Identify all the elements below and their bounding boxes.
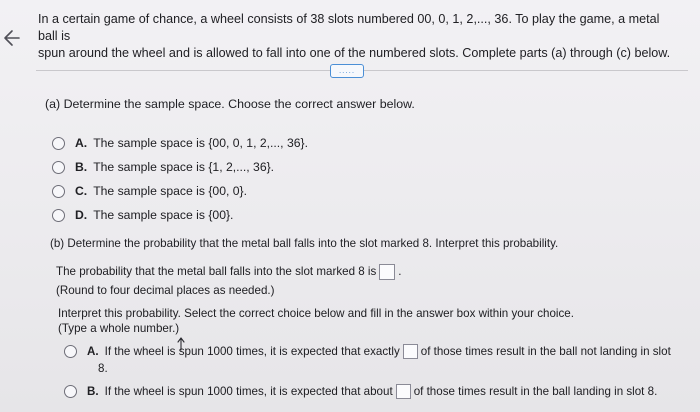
part-a-option-a[interactable] xyxy=(52,135,308,151)
radio-button[interactable] xyxy=(64,385,77,398)
part-a-option-c[interactable] xyxy=(52,183,247,199)
choice-text-before: If the wheel is spun 1000 times, it is expected that about xyxy=(104,385,393,398)
question-line-2: spun around the wheel and is allowed to fall into one of the numbered slots. Complete parts (a) through (c) below. xyxy=(38,46,671,60)
choice-text-after: of those times result in the ball not landing in slot xyxy=(420,345,671,358)
choice-a-wrap-text: 8. xyxy=(98,362,108,375)
option-letter: C. xyxy=(75,184,88,198)
part-b-choice-a[interactable] xyxy=(64,344,671,359)
probability-answer-box[interactable] xyxy=(379,264,395,280)
mouse-cursor-icon xyxy=(175,337,187,351)
choice-a-answer-box[interactable] xyxy=(403,344,418,359)
part-a-option-b[interactable] xyxy=(52,159,274,175)
option-text: The sample space is {00}. xyxy=(93,208,234,222)
radio-button[interactable] xyxy=(52,137,65,150)
choice-text-before: If the wheel is spun 1000 times, it is expected that exactly xyxy=(104,345,400,358)
option-text: The sample space is {1, 2,..., 36}. xyxy=(93,160,275,174)
interpret-instruction: Interpret this probability. Select the correct choice below and fill in the answer box within your choice. xyxy=(58,307,574,320)
option-letter: B. xyxy=(87,385,99,398)
expand-more-button[interactable]: ..... xyxy=(330,64,364,78)
option-letter: D. xyxy=(75,208,88,222)
probability-prefix: The probability that the metal ball falls into the slot marked 8 is xyxy=(56,265,377,279)
probability-suffix: . xyxy=(398,265,402,279)
part-b-title: (b) Determine the probability that the metal ball falls into the slot marked 8. Interpret this probability. xyxy=(50,237,559,250)
option-text: The sample space is {00, 0, 1, 2,..., 36}. xyxy=(93,136,308,150)
question-text xyxy=(38,11,678,62)
probability-statement xyxy=(56,264,402,280)
radio-button[interactable] xyxy=(52,185,65,198)
question-line-1: In a certain game of chance, a wheel consists of 38 slots numbered 00, 0, 1, 2,..., 36. To play the game, a metal ball is xyxy=(38,12,660,43)
radio-button[interactable] xyxy=(64,345,77,358)
choice-b-answer-box[interactable] xyxy=(396,384,411,399)
radio-button[interactable] xyxy=(52,161,65,174)
option-letter: A. xyxy=(87,345,99,358)
option-text: The sample space is {00, 0}. xyxy=(93,184,247,198)
option-letter: B. xyxy=(75,160,88,174)
choice-text-after: of those times result in the ball landing in slot 8. xyxy=(413,385,658,398)
part-a-title: (a) Determine the sample space. Choose the correct answer below. xyxy=(45,97,415,111)
option-letter: A. xyxy=(75,136,88,150)
back-arrow-icon[interactable] xyxy=(2,28,22,48)
type-note: (Type a whole number.) xyxy=(58,322,180,335)
round-note: (Round to four decimal places as needed.) xyxy=(56,284,275,297)
radio-button[interactable] xyxy=(52,209,65,222)
part-a-option-d[interactable] xyxy=(52,207,233,223)
part-b-choice-b[interactable] xyxy=(64,384,657,399)
